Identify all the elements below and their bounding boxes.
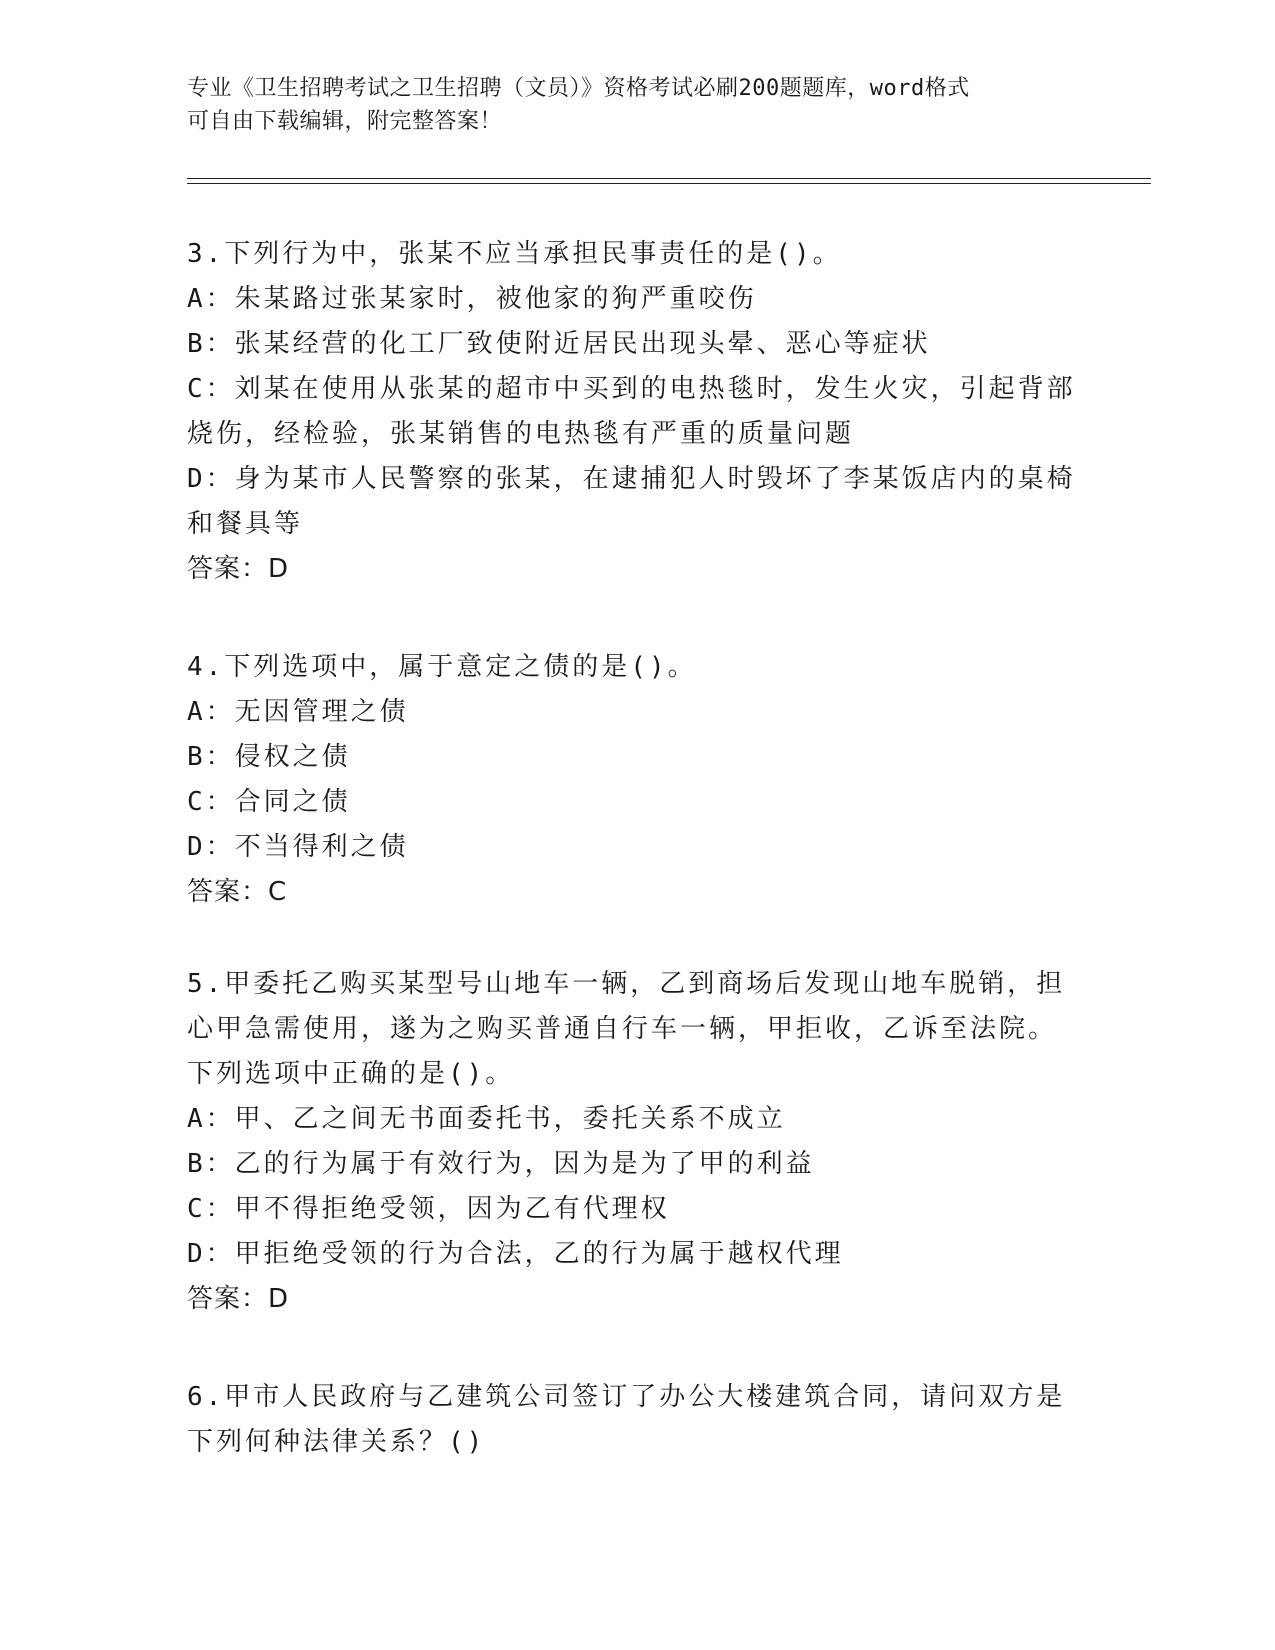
question-stem: 5.甲委托乙购买某型号山地车一辆，乙到商场后发现山地车脱销，担 bbox=[187, 969, 1066, 999]
option-d-continued: 和餐具等 bbox=[187, 509, 304, 539]
answer: 答案：C bbox=[187, 877, 288, 907]
option-b: B：张某经营的化工厂致使附近居民出现头晕、恶心等症状 bbox=[187, 329, 931, 359]
question-stem-continued: 下列选项中正确的是()。 bbox=[187, 1059, 515, 1089]
question-stem: 3.下列行为中，张某不应当承担民事责任的是()。 bbox=[187, 239, 842, 269]
option-c: C：刘某在使用从张某的超市中买到的电热毯时，发生火灾，引起背部 bbox=[187, 374, 1076, 404]
option-a: A：甲、乙之间无书面委托书，委托关系不成立 bbox=[187, 1104, 786, 1134]
question-3 bbox=[187, 232, 1087, 592]
option-b: B：侵权之债 bbox=[187, 742, 351, 772]
option-d: D：不当得利之债 bbox=[187, 832, 409, 862]
question-stem: 6.甲市人民政府与乙建筑公司签订了办公大楼建筑合同，请问双方是 bbox=[187, 1382, 1066, 1412]
document-header bbox=[187, 72, 1067, 138]
answer: 答案：D bbox=[187, 554, 290, 584]
header-title-line-2: 可自由下载编辑，附完整答案！ bbox=[187, 109, 503, 134]
option-d: D：身为某市人民警察的张某，在逮捕犯人时毁坏了李某饭店内的桌椅 bbox=[187, 464, 1076, 494]
question-6 bbox=[187, 1375, 1087, 1465]
question-stem-continued: 下列何种法律关系？() bbox=[187, 1427, 486, 1457]
answer: 答案：D bbox=[187, 1284, 290, 1314]
option-c-continued: 烧伤，经检验，张某销售的电热毯有严重的质量问题 bbox=[187, 419, 855, 449]
question-stem-continued: 心甲急需使用，遂为之购买普通自行车一辆，甲拒收，乙诉至法院。 bbox=[187, 1014, 1058, 1044]
header-divider-top bbox=[187, 178, 1151, 179]
option-d: D：甲拒绝受领的行为合法，乙的行为属于越权代理 bbox=[187, 1239, 844, 1269]
option-a: A：朱某路过张某家时，被他家的狗严重咬伤 bbox=[187, 284, 757, 314]
question-stem: 4.下列选项中，属于意定之债的是()。 bbox=[187, 652, 697, 682]
option-c: C：合同之债 bbox=[187, 787, 351, 817]
header-title-line-1: 专业《卫生招聘考试之卫生招聘（文员）》资格考试必刷200题题库，word格式 bbox=[187, 76, 970, 101]
option-c: C：甲不得拒绝受领，因为乙有代理权 bbox=[187, 1194, 670, 1224]
question-5 bbox=[187, 962, 1087, 1322]
question-4 bbox=[187, 645, 1087, 915]
option-a: A：无因管理之债 bbox=[187, 697, 409, 727]
header-divider-bottom bbox=[187, 183, 1151, 184]
option-b: B：乙的行为属于有效行为，因为是为了甲的利益 bbox=[187, 1149, 815, 1179]
